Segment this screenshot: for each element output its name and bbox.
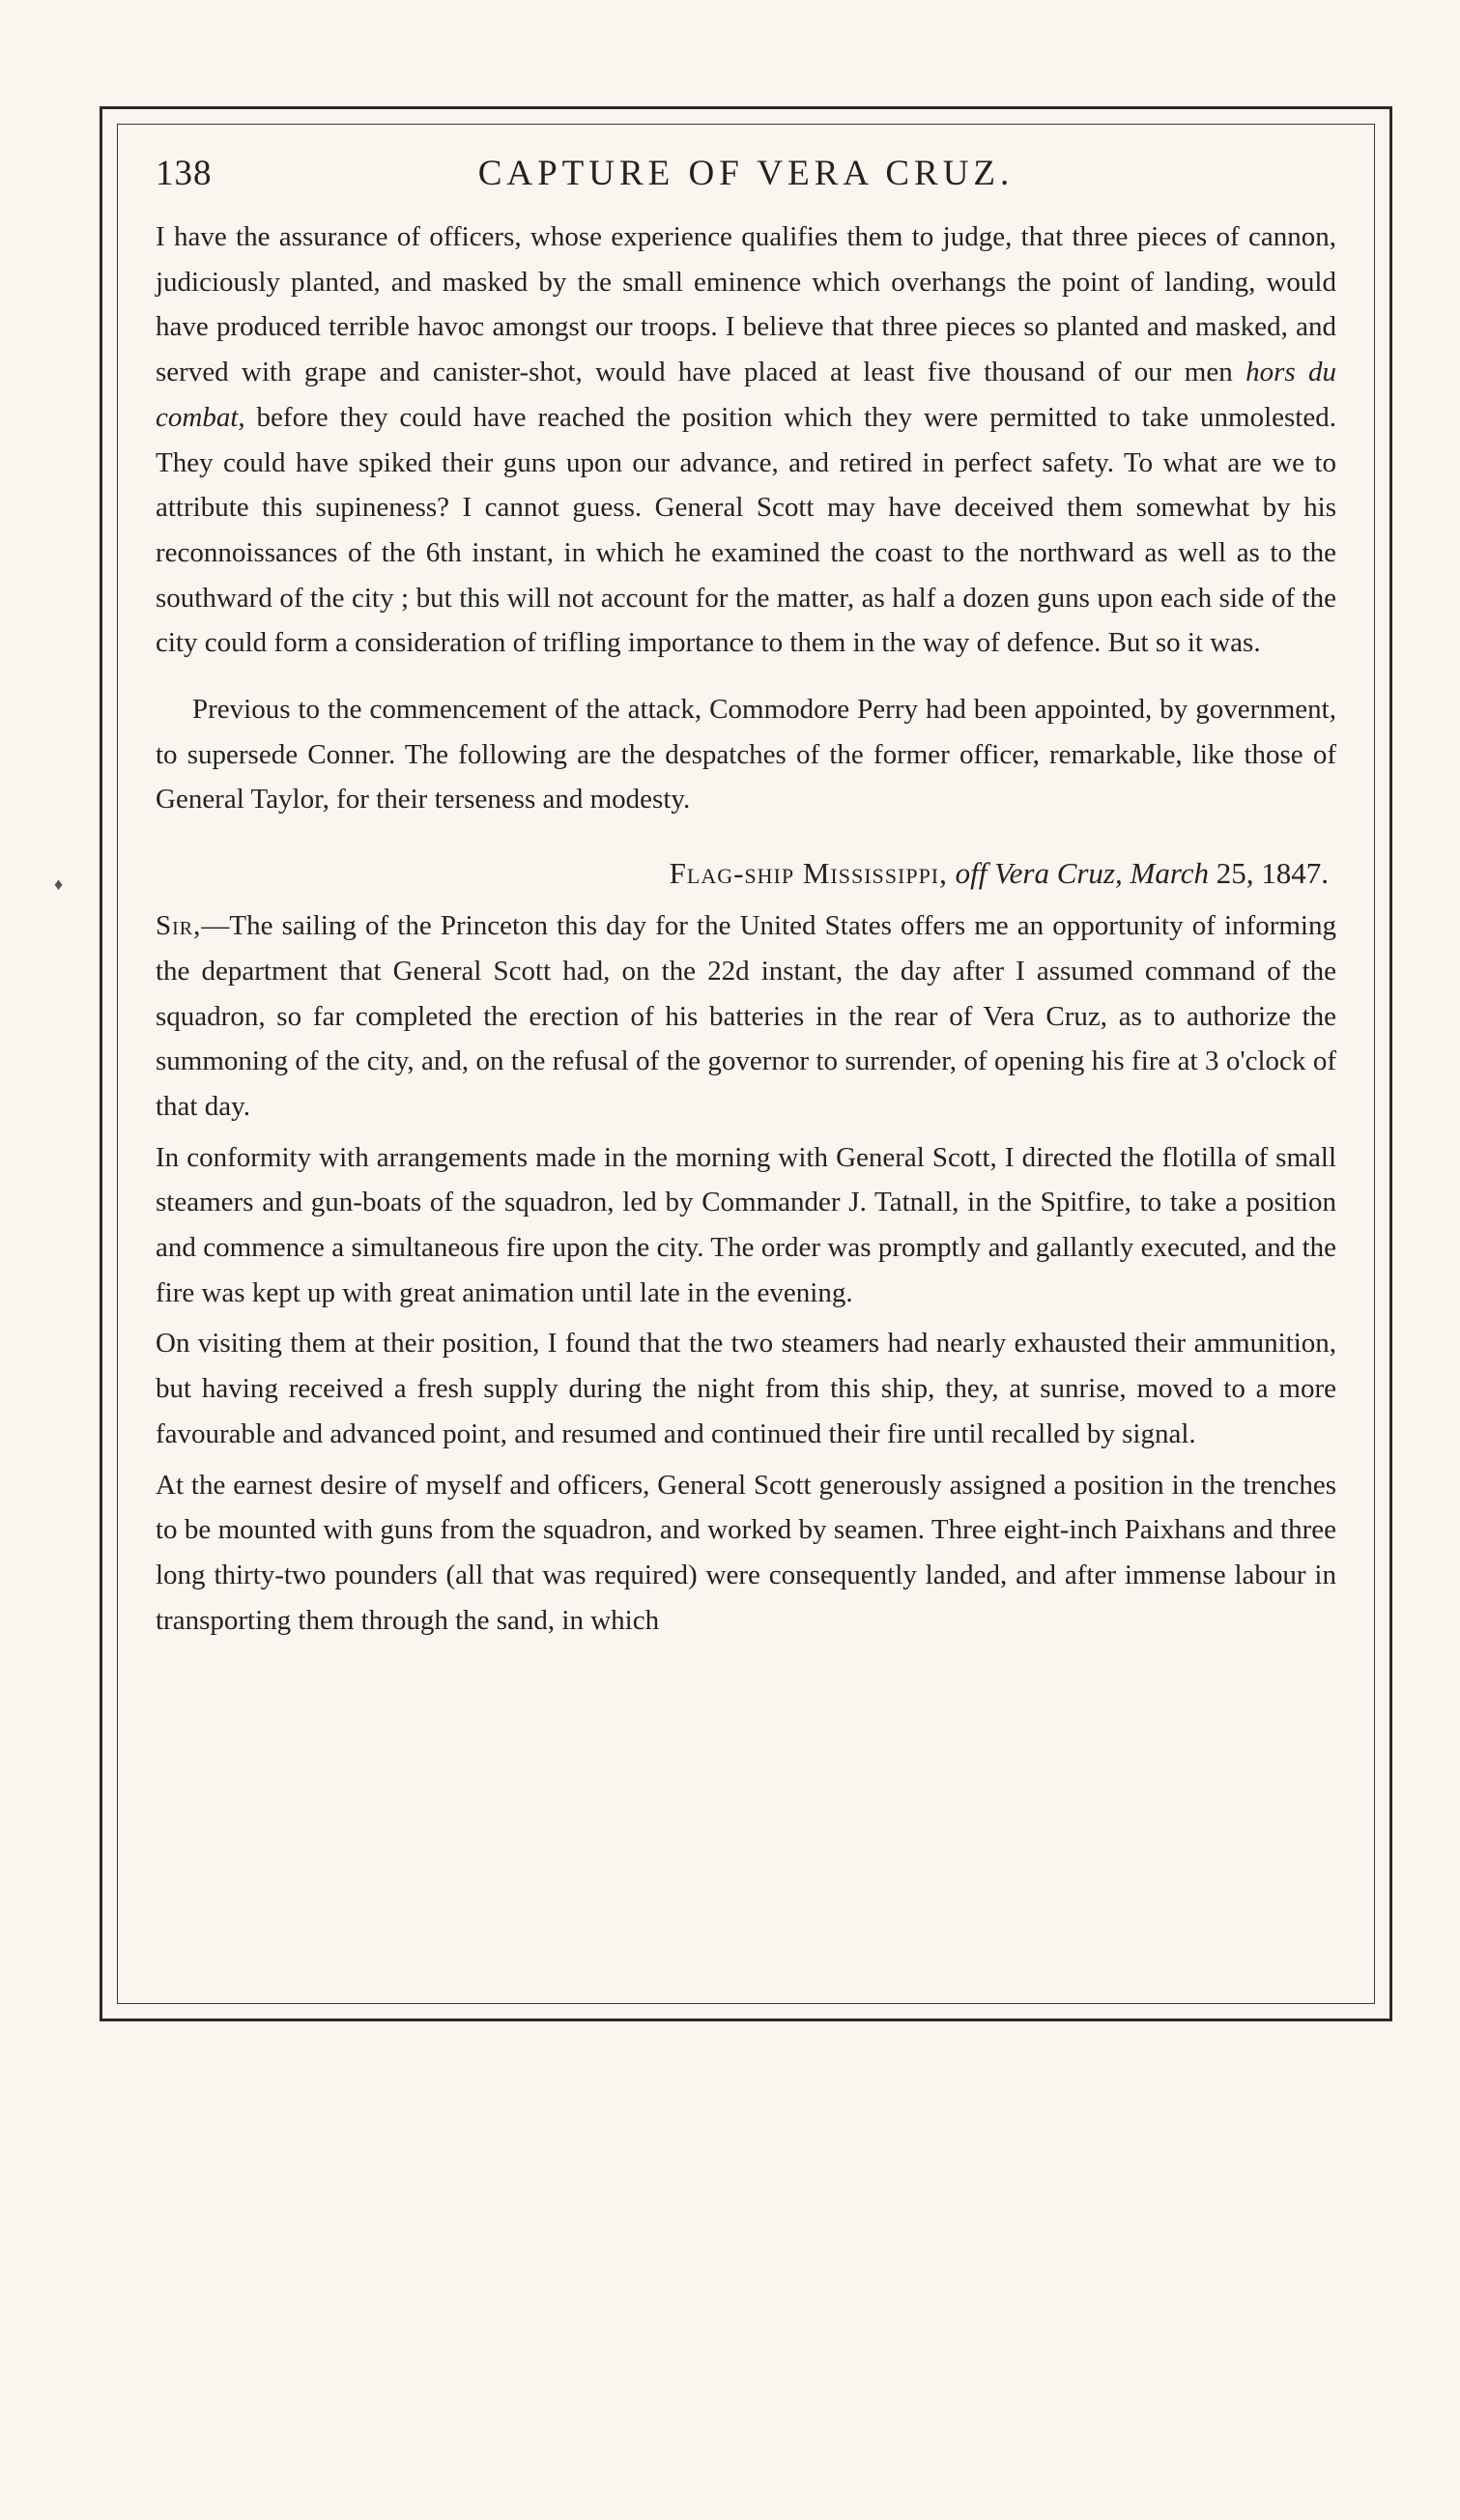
- paragraph-1-text-a: I have the assurance of officers, whose experience qualifies them to judge, that three pieces of cannon, judiciously planted, and masked by the small eminence which overhangs the point of landing, would have produced terrible havoc amongst our troops. I believe that three pieces so planted and masked, and served with grape and canister-shot, would have placed at least five thousand of our men: [156, 221, 1336, 388]
- letter-salutation: Sir,: [156, 910, 202, 942]
- letter-paragraph-1: [156, 903, 1336, 1130]
- paragraph-1: [156, 215, 1336, 666]
- margin-mark: ♦: [54, 874, 64, 894]
- running-head: [156, 147, 1336, 205]
- letter-paragraph-2: In conformity with arrangements made in the morning with General Scott, I directed the flotilla of small steamers and gun-boats of the squadron, led by Commander J. Tatnall, in the Spitfire, to take a position and commence a simultaneous fire upon the city. The order was promptly and gallantly executed, and the fire was kept up with great animation until late in the evening.: [156, 1141, 1336, 1308]
- dateline-date: 25, 1847.: [1216, 856, 1329, 891]
- paragraph-1-text-b: before they could have reached the position which they were permitted to take unmolested. They could have spiked their guns upon our advance, and retired in perfect safety. To what are we to attribute this supineness? I cannot guess. General Scott may have deceived them somewhat by his reconnoissances of the 6th instant, in which he examined the coast to the northward as well as to the southward of the city ; but this will not account for the matter, as half a dozen guns upon each side of the city could form a consideration of trifling importance to them in the way of defence. But so it was.: [156, 401, 1336, 659]
- letter-dateline: [156, 851, 1336, 896]
- dateline-ship: Flag-ship Mississippi,: [669, 856, 948, 891]
- page-content: [156, 147, 1336, 1643]
- letter-paragraph-4: At the earnest desire of myself and officers, General Scott generously assigned a position in the trenches to be mounted with guns from the squadron, and worked by seamen. Three eight-inch Paixhans and three long thirty-two pounders (all that was required) were consequently landed, and after immense labour in transporting them through the sand, in which: [156, 1469, 1336, 1636]
- running-title: CAPTURE OF VERA CRUZ.: [477, 154, 1015, 193]
- dateline-location: off Vera Cruz, March: [955, 856, 1209, 891]
- letter-paragraph-3: On visiting them at their position, I found that the two steamers had nearly exhausted their ammunition, but having received a fresh supply during the night from this ship, they, at sunrise, moved to a more favourable and advanced point, and resumed and continued their fire until recalled by signal.: [156, 1328, 1336, 1449]
- paragraph-1-italic: hors du combat,: [156, 357, 1336, 433]
- page-number: 138: [156, 154, 213, 193]
- letter-paragraph-1-text: —The sailing of the Princeton this day for the United States offers me an opportunity of informing the department that General Scott had, on the 22d instant, the day after I assumed command of the squadron, so far completed the erection of his batteries in the rear of Vera Cruz, as to authorize the summoning of the city, and, on the refusal of the governor to surrender, of opening his fire at 3 o'clock of that day.: [156, 910, 1336, 1122]
- paragraph-2: Previous to the commencement of the attack, Commodore Perry had been appointed, by government, to supersede Conner. The following are the despatches of the former officer, remarkable, like those of General Taylor, for their terseness and modesty.: [156, 694, 1336, 816]
